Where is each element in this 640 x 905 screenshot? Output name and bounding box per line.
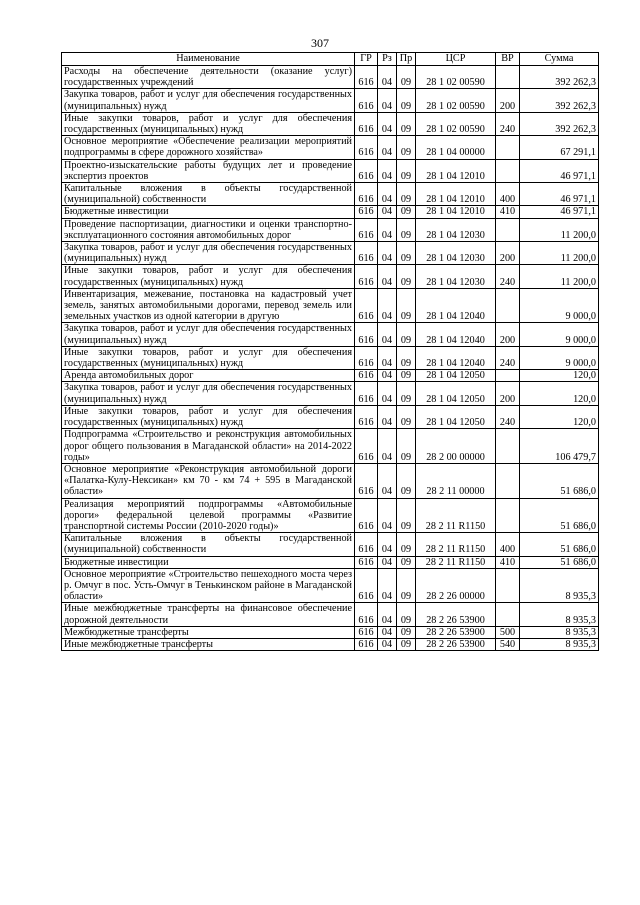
cell-name: Иные закупки товаров, работ и услуг для обеспечения государственных (муниципальных) нужд (62, 346, 355, 369)
cell-gr: 616 (355, 405, 378, 428)
cell-gr: 616 (355, 568, 378, 603)
cell-pr: 09 (397, 112, 416, 135)
cell-name: Межбюджетные трансферты (62, 626, 355, 638)
table-body (62, 66, 599, 651)
cell-pr: 09 (397, 346, 416, 369)
table-row (62, 89, 599, 112)
cell-pr: 09 (397, 136, 416, 159)
column-header-gr: ГР (355, 53, 378, 66)
cell-csr: 28 1 04 12040 (416, 346, 496, 369)
table-row (62, 242, 599, 265)
cell-sum: 120,0 (520, 370, 599, 382)
cell-rz: 04 (378, 498, 397, 533)
cell-name: Подпрограмма «Строительство и реконструкция автомобильных дорог общего пользования в Магаданской области» на 2014-2022 годы» (62, 429, 355, 464)
table-row (62, 112, 599, 135)
table-row (62, 556, 599, 568)
cell-rz: 04 (378, 603, 397, 626)
table-row (62, 346, 599, 369)
cell-csr: 28 1 04 12010 (416, 206, 496, 218)
cell-csr: 28 2 26 53900 (416, 603, 496, 626)
cell-csr: 28 1 02 00590 (416, 112, 496, 135)
cell-name: Основное мероприятие «Строительство пешеходного моста через р. Омчуг в пос. Усть-Омчуг в Тенькинском районе в Магаданской области» (62, 568, 355, 603)
cell-pr: 09 (397, 159, 416, 182)
cell-csr: 28 1 04 12030 (416, 265, 496, 288)
cell-rz: 04 (378, 323, 397, 346)
cell-name: Иные закупки товаров, работ и услуг для обеспечения государственных (муниципальных) нужд (62, 265, 355, 288)
cell-rz: 04 (378, 429, 397, 464)
cell-csr: 28 1 04 12050 (416, 405, 496, 428)
cell-gr: 616 (355, 136, 378, 159)
cell-name: Проектно-изыскательские работы будущих лет и проведение экспертиз проектов (62, 159, 355, 182)
cell-sum: 8 935,3 (520, 638, 599, 650)
cell-sum: 8 935,3 (520, 603, 599, 626)
cell-vr: 240 (496, 265, 520, 288)
cell-csr: 28 1 04 12010 (416, 159, 496, 182)
cell-rz: 04 (378, 638, 397, 650)
cell-csr: 28 1 04 12040 (416, 288, 496, 323)
cell-name: Бюджетные инвестиции (62, 206, 355, 218)
table-row (62, 638, 599, 650)
cell-sum: 11 200,0 (520, 218, 599, 241)
cell-vr: 410 (496, 206, 520, 218)
column-header-rz: Рз (378, 53, 397, 66)
cell-sum: 8 935,3 (520, 626, 599, 638)
cell-vr (496, 463, 520, 498)
cell-csr: 28 2 11 00000 (416, 463, 496, 498)
cell-name: Расходы на обеспечение деятельности (оказание услуг) государственных учреждений (62, 66, 355, 89)
cell-csr: 28 2 11 R1150 (416, 498, 496, 533)
cell-name: Бюджетные инвестиции (62, 556, 355, 568)
cell-csr: 28 1 04 12010 (416, 183, 496, 206)
cell-rz: 04 (378, 218, 397, 241)
cell-rz: 04 (378, 89, 397, 112)
cell-name: Аренда автомобильных дорог (62, 370, 355, 382)
table-row (62, 405, 599, 428)
cell-sum: 392 262,3 (520, 89, 599, 112)
cell-name: Закупка товаров, работ и услуг для обеспечения государственных (муниципальных) нужд (62, 89, 355, 112)
cell-sum: 46 971,1 (520, 159, 599, 182)
table-row (62, 136, 599, 159)
cell-csr: 28 1 02 00590 (416, 66, 496, 89)
cell-vr: 400 (496, 183, 520, 206)
cell-vr: 200 (496, 323, 520, 346)
cell-rz: 04 (378, 206, 397, 218)
cell-gr: 616 (355, 370, 378, 382)
cell-pr: 09 (397, 498, 416, 533)
cell-name: Иные межбюджетные трансферты (62, 638, 355, 650)
cell-vr: 400 (496, 533, 520, 556)
cell-rz: 04 (378, 382, 397, 405)
cell-rz: 04 (378, 183, 397, 206)
cell-pr: 09 (397, 556, 416, 568)
cell-vr (496, 370, 520, 382)
cell-gr: 616 (355, 89, 378, 112)
cell-sum: 9 000,0 (520, 346, 599, 369)
cell-name: Реализация мероприятий подпрограммы «Автомобильные дороги» федеральной целевой программы «Развитие транспортной системы России (2010-2020 годы)» (62, 498, 355, 533)
cell-pr: 09 (397, 568, 416, 603)
cell-rz: 04 (378, 370, 397, 382)
cell-pr: 09 (397, 265, 416, 288)
cell-pr: 09 (397, 626, 416, 638)
table-row (62, 218, 599, 241)
cell-sum: 51 686,0 (520, 556, 599, 568)
cell-rz: 04 (378, 556, 397, 568)
cell-gr: 616 (355, 66, 378, 89)
cell-csr: 28 1 04 12050 (416, 382, 496, 405)
cell-csr: 28 1 04 00000 (416, 136, 496, 159)
cell-pr: 09 (397, 638, 416, 650)
cell-rz: 04 (378, 288, 397, 323)
table-row (62, 323, 599, 346)
cell-rz: 04 (378, 242, 397, 265)
cell-sum: 392 262,3 (520, 112, 599, 135)
table-row (62, 626, 599, 638)
cell-sum: 9 000,0 (520, 288, 599, 323)
cell-vr: 500 (496, 626, 520, 638)
cell-csr: 28 1 04 12030 (416, 242, 496, 265)
column-header-pr: Пр (397, 53, 416, 66)
cell-sum: 51 686,0 (520, 498, 599, 533)
cell-gr: 616 (355, 638, 378, 650)
cell-vr: 240 (496, 346, 520, 369)
table-row (62, 183, 599, 206)
cell-pr: 09 (397, 66, 416, 89)
column-header-sum: Сумма (520, 53, 599, 66)
cell-gr: 616 (355, 382, 378, 405)
cell-gr: 616 (355, 242, 378, 265)
cell-name: Проведение паспортизации, диагностики и оценки транспортно-эксплуатационного состояния автомобильных дорог (62, 218, 355, 241)
cell-name: Инвентаризация, межевание, постановка на кадастровый учет земель, занятых автомобильными дорогами, перевод земель или земельных участков из одной категории в другую (62, 288, 355, 323)
table-header-row (62, 53, 599, 66)
cell-rz: 04 (378, 533, 397, 556)
cell-rz: 04 (378, 265, 397, 288)
cell-vr (496, 136, 520, 159)
cell-gr: 616 (355, 346, 378, 369)
cell-sum: 106 479,7 (520, 429, 599, 464)
cell-vr: 540 (496, 638, 520, 650)
cell-csr: 28 2 11 R1150 (416, 556, 496, 568)
cell-gr: 616 (355, 206, 378, 218)
cell-pr: 09 (397, 242, 416, 265)
cell-vr: 200 (496, 89, 520, 112)
cell-pr: 09 (397, 206, 416, 218)
cell-csr: 28 1 04 12040 (416, 323, 496, 346)
table-row (62, 498, 599, 533)
cell-csr: 28 1 04 12050 (416, 370, 496, 382)
cell-pr: 09 (397, 370, 416, 382)
cell-sum: 9 000,0 (520, 323, 599, 346)
table-row (62, 206, 599, 218)
cell-csr: 28 1 04 12030 (416, 218, 496, 241)
cell-pr: 09 (397, 218, 416, 241)
cell-gr: 616 (355, 112, 378, 135)
cell-rz: 04 (378, 463, 397, 498)
cell-gr: 616 (355, 463, 378, 498)
table-row (62, 533, 599, 556)
cell-vr: 240 (496, 112, 520, 135)
cell-name: Основное мероприятие «Реконструкция автомобильной дороги «Палатка-Кулу-Нексикан» км 70 - км 74 + 595 в Магаданской области» (62, 463, 355, 498)
cell-name: Иные закупки товаров, работ и услуг для обеспечения государственных (муниципальных) нужд (62, 405, 355, 428)
cell-gr: 616 (355, 498, 378, 533)
cell-rz: 04 (378, 626, 397, 638)
cell-sum: 120,0 (520, 405, 599, 428)
cell-name: Основное мероприятие «Обеспечение реализации мероприятий подпрограммы в сфере дорожного хозяйства» (62, 136, 355, 159)
column-header-vr: ВР (496, 53, 520, 66)
cell-vr (496, 159, 520, 182)
cell-sum: 11 200,0 (520, 265, 599, 288)
cell-gr: 616 (355, 533, 378, 556)
cell-sum: 8 935,3 (520, 568, 599, 603)
table-row (62, 159, 599, 182)
cell-gr: 616 (355, 556, 378, 568)
cell-rz: 04 (378, 66, 397, 89)
cell-pr: 09 (397, 603, 416, 626)
cell-pr: 09 (397, 382, 416, 405)
cell-gr: 616 (355, 429, 378, 464)
cell-sum: 51 686,0 (520, 533, 599, 556)
cell-sum: 11 200,0 (520, 242, 599, 265)
cell-name: Закупка товаров, работ и услуг для обеспечения государственных (муниципальных) нужд (62, 242, 355, 265)
cell-vr (496, 429, 520, 464)
table-row (62, 66, 599, 89)
cell-vr (496, 603, 520, 626)
cell-vr: 410 (496, 556, 520, 568)
table-row (62, 603, 599, 626)
cell-vr (496, 218, 520, 241)
cell-rz: 04 (378, 112, 397, 135)
cell-pr: 09 (397, 405, 416, 428)
cell-rz: 04 (378, 136, 397, 159)
cell-vr: 200 (496, 242, 520, 265)
table-row (62, 265, 599, 288)
table-row (62, 288, 599, 323)
budget-table (61, 52, 599, 651)
cell-csr: 28 2 26 53900 (416, 638, 496, 650)
page-number: 307 (311, 36, 329, 50)
cell-pr: 09 (397, 429, 416, 464)
cell-name: Закупка товаров, работ и услуг для обеспечения государственных (муниципальных) нужд (62, 382, 355, 405)
cell-sum: 120,0 (520, 382, 599, 405)
cell-gr: 616 (355, 626, 378, 638)
table-row (62, 370, 599, 382)
table-row (62, 463, 599, 498)
cell-pr: 09 (397, 533, 416, 556)
cell-gr: 616 (355, 603, 378, 626)
cell-name: Иные закупки товаров, работ и услуг для обеспечения государственных (муниципальных) нужд (62, 112, 355, 135)
cell-sum: 46 971,1 (520, 206, 599, 218)
cell-rz: 04 (378, 568, 397, 603)
cell-pr: 09 (397, 89, 416, 112)
cell-csr: 28 2 11 R1150 (416, 533, 496, 556)
cell-rz: 04 (378, 405, 397, 428)
cell-csr: 28 2 00 00000 (416, 429, 496, 464)
table-row (62, 382, 599, 405)
cell-sum: 392 262,3 (520, 66, 599, 89)
cell-name: Капитальные вложения в объекты государственной (муниципальной) собственности (62, 183, 355, 206)
cell-pr: 09 (397, 323, 416, 346)
cell-sum: 67 291,1 (520, 136, 599, 159)
cell-gr: 616 (355, 183, 378, 206)
column-header-name: Наименование (62, 53, 355, 66)
column-header-csr: ЦСР (416, 53, 496, 66)
cell-name: Закупка товаров, работ и услуг для обеспечения государственных (муниципальных) нужд (62, 323, 355, 346)
cell-vr (496, 498, 520, 533)
cell-pr: 09 (397, 288, 416, 323)
cell-vr (496, 288, 520, 323)
cell-vr: 200 (496, 382, 520, 405)
table-row (62, 429, 599, 464)
cell-vr (496, 568, 520, 603)
cell-pr: 09 (397, 463, 416, 498)
cell-gr: 616 (355, 159, 378, 182)
cell-rz: 04 (378, 346, 397, 369)
cell-name: Капитальные вложения в объекты государственной (муниципальной) собственности (62, 533, 355, 556)
cell-rz: 04 (378, 159, 397, 182)
cell-gr: 616 (355, 265, 378, 288)
cell-gr: 616 (355, 323, 378, 346)
cell-csr: 28 2 26 53900 (416, 626, 496, 638)
cell-gr: 616 (355, 288, 378, 323)
cell-pr: 09 (397, 183, 416, 206)
table-row (62, 568, 599, 603)
cell-vr: 240 (496, 405, 520, 428)
cell-gr: 616 (355, 218, 378, 241)
cell-sum: 51 686,0 (520, 463, 599, 498)
cell-csr: 28 2 26 00000 (416, 568, 496, 603)
cell-vr (496, 66, 520, 89)
cell-csr: 28 1 02 00590 (416, 89, 496, 112)
cell-name: Иные межбюджетные трансферты на финансовое обеспечение дорожной деятельности (62, 603, 355, 626)
cell-sum: 46 971,1 (520, 183, 599, 206)
